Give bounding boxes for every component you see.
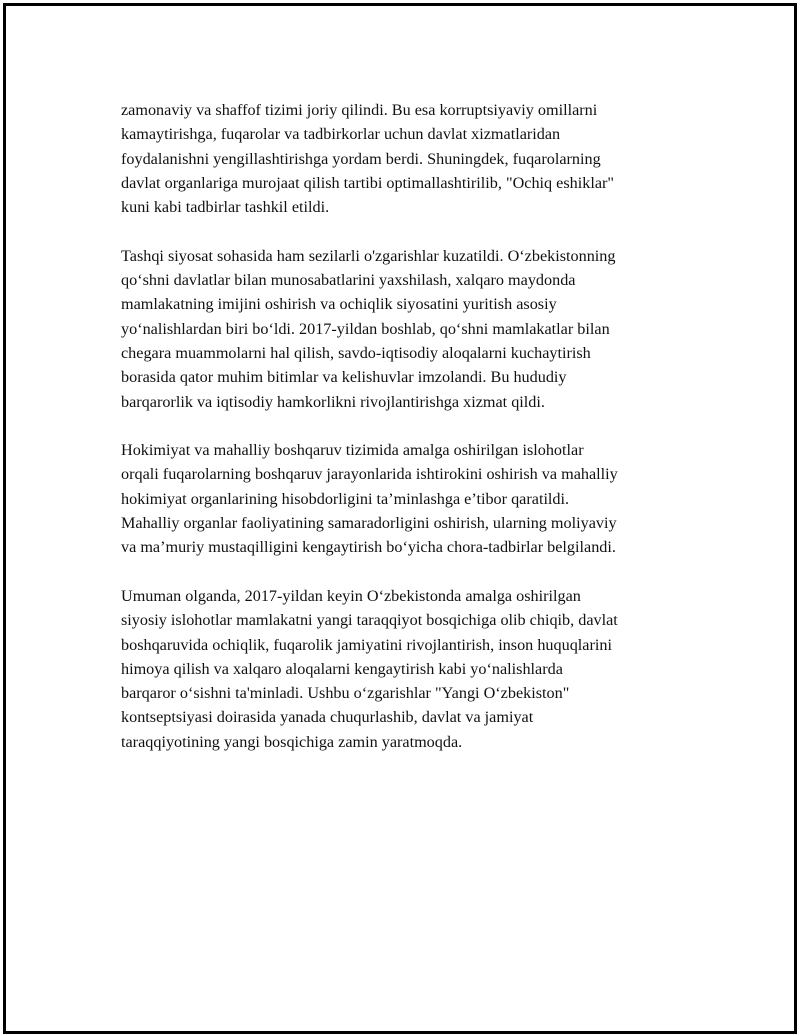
paragraph-2 (121, 244, 696, 414)
text-line: kontseptsiyasi doirasida yanada chuqurlashib, davlat va jamiyat (121, 708, 534, 727)
text-line: orqali fuqarolarning boshqaruv jarayonlarida ishtirokini oshirish va mahalliy (121, 465, 618, 484)
text-line: taraqqiyotining yangi bosqichiga zamin yaratmoqda. (121, 732, 463, 751)
text-line: kamaytirishga, fuqarolar va tadbirkorlar uchun davlat xizmatlaridan (121, 125, 561, 144)
paragraph-3 (121, 438, 696, 559)
text-line: chegara muammolarni hal qilish, savdo-iqtisodiy aloqalarni kuchaytirish (121, 343, 591, 362)
text-line: hokimiyat organlarining hisobdorligini ta’minlashga e’tibor qaratildi. (121, 489, 570, 508)
text-line: mamlakatning imijini oshirish va ochiqlik siyosatini yuritish asosiy (121, 295, 557, 314)
text-line: yo‘nalishlardan biri bo‘ldi. 2017-yildan boshlab, qo‘shni mamlakatlar bilan (121, 319, 610, 338)
text-line: borasida qator muhim bitimlar va kelishuvlar imzolandi. Bu hududiy (121, 368, 567, 387)
document-body (121, 98, 696, 778)
text-line: Umuman olganda, 2017-yildan keyin O‘zbekistonda amalga oshirilgan (121, 586, 581, 605)
text-line: Mahalliy organlar faoliyatining samaradorligini oshirish, ularning moliyaviy (121, 514, 617, 533)
text-line: kuni kabi tadbirlar tashkil etildi. (121, 198, 330, 217)
text-line: davlat organlariga murojaat qilish tartibi optimallashtirilib, "Ochiq eshiklar" (121, 173, 615, 192)
text-line: Tashqi siyosat sohasida ham sezilarli o'zgarishlar kuzatildi. O‘zbekistonning (121, 246, 616, 265)
paragraph-1 (121, 98, 696, 219)
text-line: va ma’muriy mustaqilligini kengaytirish bo‘yicha chora-tadbirlar belgilandi. (121, 538, 616, 557)
page-frame (3, 3, 797, 1034)
paragraph-4 (121, 584, 696, 754)
text-line: foydalanishni yengillashtirishga yordam berdi. Shuningdek, fuqarolarning (121, 149, 601, 168)
text-line: barqarorlik va iqtisodiy hamkorlikni rivojlantirishga xizmat qildi. (121, 392, 545, 411)
text-line: Hokimiyat va mahalliy boshqaruv tizimida amalga oshirilgan islohotlar (121, 441, 584, 460)
text-line: barqaror o‘sishni ta'minladi. Ushbu o‘zgarishlar "Yangi O‘zbekiston" (121, 684, 570, 703)
text-line: qo‘shni davlatlar bilan munosabatlarini yaxshilash, xalqaro maydonda (121, 271, 576, 290)
text-line: siyosiy islohotlar mamlakatni yangi taraqqiyot bosqichiga olib chiqib, davlat (121, 611, 618, 630)
text-line: boshqaruvida ochiqlik, fuqarolik jamiyatini rivojlantirish, inson huquqlarini (121, 635, 612, 654)
text-line: zamonaviy va shaffof tizimi joriy qilindi. Bu esa korruptsiyaviy omillarni (121, 101, 598, 119)
text-line: himoya qilish va xalqaro aloqalarni kengaytirish kabi yo‘nalishlarda (121, 659, 563, 678)
